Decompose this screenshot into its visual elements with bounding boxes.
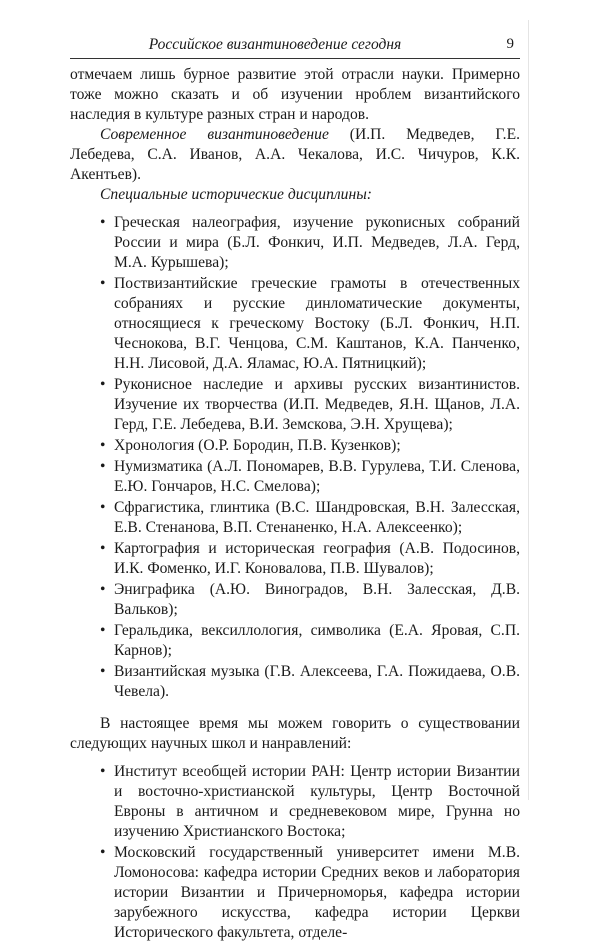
modern-paragraph <box>70 125 520 185</box>
schools-list <box>70 762 520 943</box>
page-edge-mark <box>528 20 529 800</box>
list-item: • Нумизматика (А.Л. Пономарев, В.В. Гурулева, Т.И. Сленова, Е.Ю. Гончаров, Н.С. Смелова); <box>70 457 520 497</box>
page-number: 9 <box>506 36 514 52</box>
schools-intro-paragraph: В настоящее время мы можем говорить о существовании следующих научных школ и нанравлений: <box>70 715 520 752</box>
list-item: • Греческая налеография, изучение рукоnисных собраний России и мира (Б.Л. Фонкич, И.П. Медведев, Л.А. Герд, М.А. Курышева); <box>70 213 520 273</box>
list-item: • Эниграфика (А.Ю. Виноградов, В.Н. Залесская, Д.В. Вальков); <box>70 580 520 620</box>
running-header <box>70 30 520 59</box>
special-disciplines-heading: Специальные исторические дисциплины: <box>100 186 372 203</box>
list-item: • Руконисное наследие и архивы русских византинистов. Изучение их творчества (И.П. Медведев, Я.Н. Щанов, Л.А. Герд, Г.Е. Лебедева, В.И. Земскова, Э.Н. Хрущева); <box>70 375 520 435</box>
list-item: • Институт всеобщей истории РАН: Центр истории Византии и восточно-христианской культуры, Центр Восточной Евроны в античном и средневековом мире, Грунна но изучению Христианского Востока; <box>70 762 520 842</box>
list-item: • Геральдика, вексиллология, символика (Е.А. Яровая, С.П. Карнов); <box>70 621 520 661</box>
list-item: • Московский государственный университет имени М.В. Ломоносова: кафедра истории Средних веков и лаборатория истории Византии и Причерноморья, кафедра истории зарубежного искусства, кафедра истории Церкви Исторического факультета, отделе- <box>70 843 520 943</box>
list-item: • Сфрагистика, глинтика (В.С. Шандровская, В.Н. Залесская, Е.В. Стенанова, В.П. Стенаненко, Н.А. Алексеенко); <box>70 498 520 538</box>
page-body <box>70 65 520 943</box>
header-title: Российское византиноведение сегодня <box>148 36 402 53</box>
modern-label: Современное византиноведение <box>100 126 329 143</box>
list-item: • Хронология (О.Р. Бородин, П.В. Кузенков); <box>70 436 520 456</box>
list-item: • Картография и историческая география (А.В. Подосинов, И.К. Фоменко, И.Г. Коновалова, П.В. Шувалов); <box>70 539 520 579</box>
list-item: • Поствизантийские греческие грамоты в отечественных собраниях и русские динломатические документы, относящиеся к греческому Востоку (Б.Л. Фонкич, Н.П. Чеснокова, В.Г. Ченцова, С.М. Каштанов, К.А. Панченко, Н.Н. Лисовой, Д.А. Яламас, Ю.А. Пятницкий); <box>70 274 520 374</box>
list-item: • Византийская музыка (Г.В. Алексеева, Г.А. Пожидаева, О.В. Чевела). <box>70 662 520 702</box>
disciplines-list <box>70 213 520 702</box>
intro-paragraph: отмечаем лишь бурное развитие этой отрасли науки. Примерно тоже можно сказать и об изучении нроблем византийского наследия в культуре разных стран и народов. <box>70 66 520 123</box>
modern-names: (И.П. Медведев, Г.Е. Лебедева, С.А. Иванов, А.А. Чекалова, И.С. Чичуров, К.К. Акентьев). <box>70 126 520 183</box>
